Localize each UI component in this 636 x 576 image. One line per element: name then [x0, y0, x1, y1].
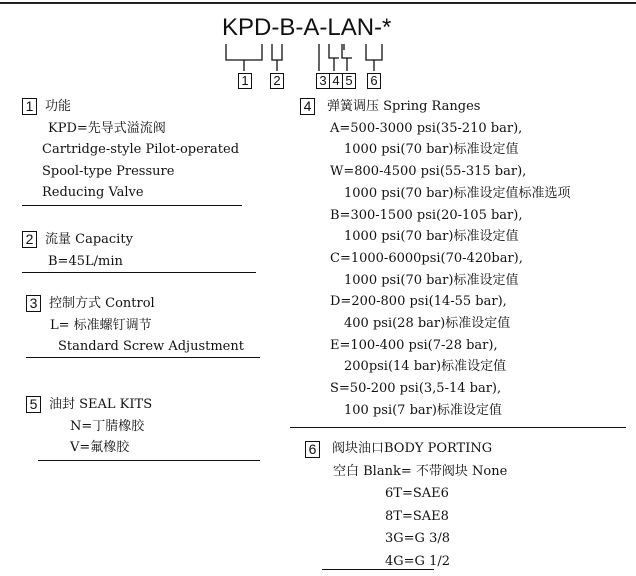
section-title: 油封 SEAL KITS	[49, 397, 153, 412]
section-title: 功能	[45, 99, 72, 114]
code-label-5: 5	[342, 70, 356, 89]
section-line: Standard Screw Adjustment	[58, 339, 244, 354]
section-number: 3	[26, 295, 41, 312]
section-title: 阀块油口BODY PORTING	[332, 441, 493, 456]
section-line: Spool-type Pressure	[42, 163, 175, 179]
section-line: 1000 psi(70 bar)标准设定值	[344, 229, 519, 245]
section-line: 8T=SAE8	[385, 508, 449, 524]
code-label-3: 3	[316, 70, 330, 89]
top-border	[0, 2, 636, 4]
section-seal-kits	[26, 394, 152, 459]
code-label-4: 4	[329, 70, 343, 89]
section-header	[305, 438, 507, 461]
model-code: KPD-B-A-LAN-*	[222, 14, 392, 41]
section-line: 6T=SAE6	[385, 486, 449, 501]
section-number: 1	[22, 98, 37, 115]
section-divider	[22, 205, 242, 206]
section-divider	[322, 569, 434, 570]
section-title: 弹簧调压 Spring Ranges	[327, 99, 481, 114]
section-number: 6	[305, 441, 320, 458]
section-line: 200psi(14 bar)标准设定值	[344, 359, 507, 375]
section-header	[26, 394, 152, 416]
section-line: 1000 psi(70 bar)标准设定值	[344, 142, 519, 158]
section-line: 空白 Blank= 不带阀块 None	[333, 463, 508, 479]
section-spring-ranges	[300, 96, 570, 422]
section-line: B=45L/min	[48, 253, 123, 269]
code-label-1: 1	[238, 70, 252, 89]
section-header	[26, 293, 244, 315]
code-label-6: 6	[367, 70, 381, 89]
section-number: 2	[22, 231, 37, 248]
section-line: 4G=G 1/2	[385, 553, 450, 569]
section-divider	[290, 427, 626, 428]
section-capacity	[22, 229, 133, 272]
section-line: S=50-200 psi(3,5-14 bar),	[330, 381, 502, 397]
section-line: 1000 psi(70 bar)标准设定值标准选项	[344, 185, 571, 201]
section-body-porting	[305, 438, 507, 573]
section-line: 1000 psi(70 bar)标准设定值	[344, 272, 519, 288]
section-line: V=氟橡胶	[70, 440, 130, 455]
section-line: 100 psi(7 bar)标准设定值	[344, 402, 502, 418]
section-line: 400 psi(28 bar)标准设定值	[344, 316, 511, 332]
section-divider	[26, 357, 260, 358]
section-title: 控制方式 Control	[49, 296, 155, 311]
section-control	[26, 293, 244, 358]
section-divider	[38, 460, 260, 461]
section-line: 3G=G 3/8	[385, 531, 450, 546]
section-function	[22, 96, 239, 204]
section-header	[22, 96, 239, 118]
section-number: 4	[300, 98, 315, 115]
section-line: D=200-800 psi(14-55 bar),	[330, 294, 507, 310]
section-line: KPD=先导式溢流阀	[48, 120, 166, 136]
section-line: C=1000-6000psi(70-420bar),	[330, 250, 523, 266]
section-line: N=丁腈橡胶	[70, 418, 145, 434]
section-line: Cartridge-style Pilot-operated	[42, 142, 240, 157]
section-line: Reducing Valve	[42, 185, 144, 200]
section-line: E=100-400 psi(7-28 bar),	[330, 337, 498, 353]
section-line: L= 标准螺钉调节	[50, 317, 152, 333]
section-header	[300, 96, 570, 118]
code-label-2: 2	[270, 70, 284, 89]
section-line: W=800-4500 psi(55-315 bar),	[330, 164, 527, 180]
section-number: 5	[26, 396, 41, 413]
section-line: B=300-1500 psi(20-105 bar),	[330, 207, 523, 223]
section-divider	[22, 272, 256, 273]
section-title: 流量 Capacity	[45, 232, 133, 247]
section-header	[22, 229, 133, 251]
section-line: A=500-3000 psi(35-210 bar),	[330, 120, 523, 136]
